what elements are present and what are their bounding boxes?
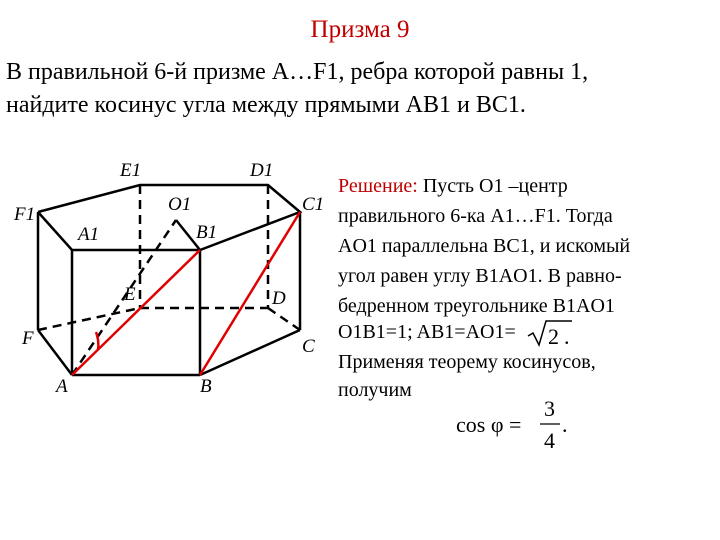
solution-line-4: угол равен углу B1AO1. В равно- [338, 265, 622, 287]
label-E: E [124, 284, 136, 305]
edge-F-A [38, 330, 72, 375]
page-title: Призма 9 [310, 16, 410, 43]
label-A: A [56, 376, 68, 397]
sqrt-value: 2 [548, 324, 559, 348]
problem-line-2: найдите косинус угла между прямыми AB1 и BC1. [6, 92, 526, 118]
solution-line-7: Применяя теорему косинусов, [338, 351, 596, 373]
label-F: F [22, 328, 34, 349]
label-B1: B1 [196, 222, 218, 243]
label-C: C [302, 336, 315, 357]
sqrt-expression [526, 318, 576, 348]
edge-F-E [38, 308, 140, 330]
label-D: D [272, 288, 286, 309]
solution-line-6: O1B1=1; AB1=AO1= [338, 321, 516, 343]
solution-text-1: Пусть O1 –центр [417, 175, 568, 197]
solution-line-8: получим [338, 379, 412, 401]
label-F1: F1 [14, 204, 36, 225]
label-B: B [200, 376, 212, 397]
line-AB1 [72, 250, 200, 375]
sqrt-dot: . [564, 324, 570, 348]
solution-line-3: AO1 параллельна BC1, и искомый [338, 235, 631, 257]
solution-label: Решение: [338, 175, 418, 197]
formula-denominator: 4 [544, 428, 555, 453]
angle-arc [96, 332, 98, 350]
label-A1: A1 [78, 224, 100, 245]
solution-line-5: бедренном треугольнике B1AO1 [338, 295, 615, 317]
prism-diagram [0, 140, 330, 400]
cosine-formula [452, 392, 582, 462]
label-C1: C1 [302, 194, 325, 215]
label-D1: D1 [250, 160, 274, 181]
label-O1: O1 [168, 194, 192, 215]
edge-E-C-dash [268, 308, 300, 330]
label-E1: E1 [120, 160, 142, 181]
formula-dot: . [562, 412, 568, 437]
formula-lhs: cos φ = [456, 412, 522, 437]
solution-line-2: правильного 6-ка A1…F1. Тогда [338, 205, 613, 227]
problem-line-1: В правильной 6-й призме A…F1, ребра которой равны 1, [6, 59, 589, 85]
formula-numerator: 3 [544, 396, 555, 421]
solution-line-1 [338, 174, 568, 198]
